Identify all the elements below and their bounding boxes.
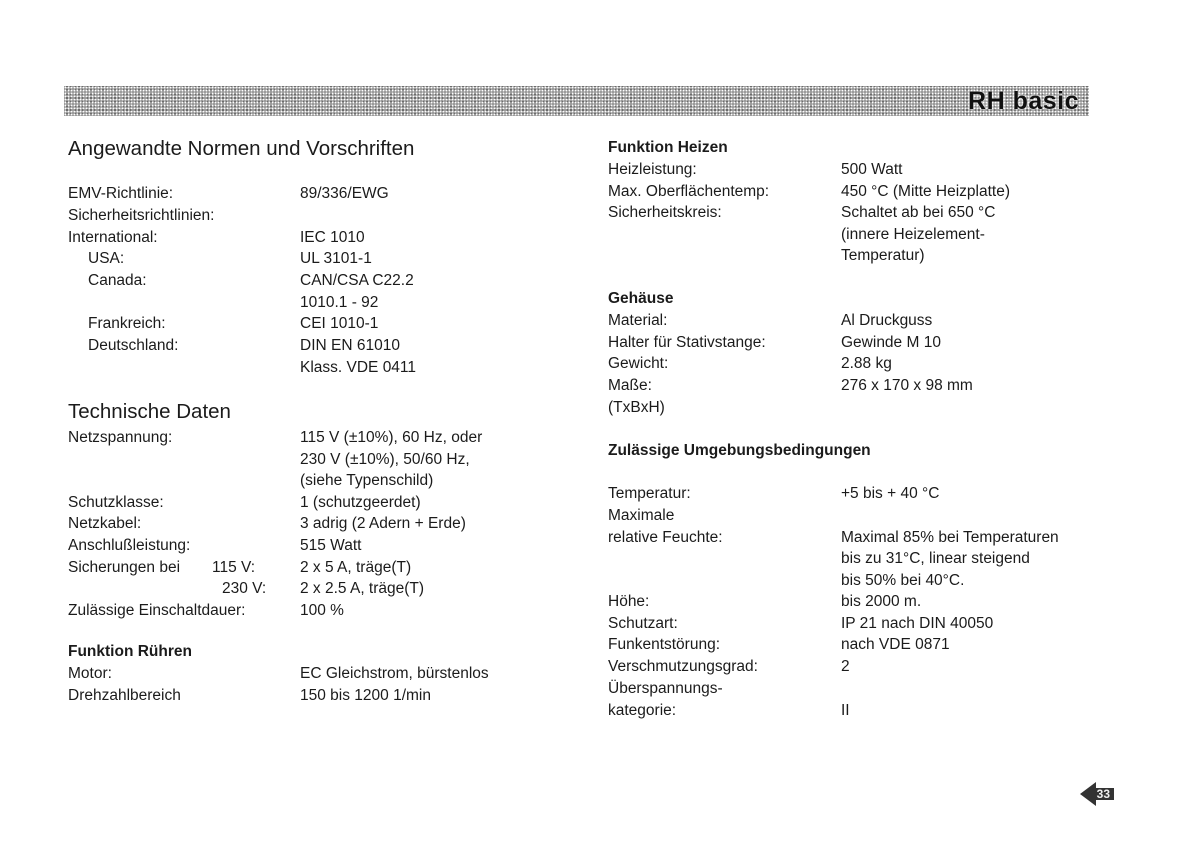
row-value: Temperatur) bbox=[841, 247, 925, 264]
header-banner bbox=[64, 86, 1089, 116]
row-value: Schaltet ab bei 650 °C bbox=[841, 204, 996, 221]
row-value: II bbox=[841, 702, 850, 719]
row-label: Überspannungs- bbox=[608, 680, 723, 697]
page-number-text: 33 bbox=[1096, 787, 1110, 801]
row-value: bis 50% bei 40°C. bbox=[841, 572, 965, 589]
row-label: Deutschland: bbox=[88, 337, 179, 354]
row-label: Anschlußleistung: bbox=[68, 537, 191, 554]
row-label: Schutzart: bbox=[608, 615, 678, 632]
row-value: 450 °C (Mitte Heizplatte) bbox=[841, 183, 1011, 200]
row-label: Heizleistung: bbox=[608, 161, 697, 178]
row-value: Al Druckguss bbox=[841, 312, 933, 329]
technical-title: Technische Daten bbox=[68, 400, 231, 423]
row-label: Sicherheitsrichtlinien: bbox=[68, 207, 215, 224]
stirring-title: Funktion Rühren bbox=[68, 643, 192, 660]
row-value: 150 bis 1200 1/min bbox=[300, 687, 431, 704]
row-value: 2.88 kg bbox=[841, 355, 892, 372]
fuse-voltage: 115 V: bbox=[212, 559, 256, 576]
row-label: EMV-Richtlinie: bbox=[68, 185, 174, 202]
row-value: 2 bbox=[841, 658, 850, 675]
row-label: relative Feuchte: bbox=[608, 529, 723, 546]
row-label: Schutzklasse: bbox=[68, 494, 164, 511]
row-value: bis zu 31°C, linear steigend bbox=[841, 550, 1030, 567]
row-label: Max. Oberflächentemp: bbox=[608, 183, 770, 200]
row-value: DIN EN 61010 bbox=[300, 337, 400, 354]
row-label: Motor: bbox=[68, 665, 112, 682]
row-value: EC Gleichstrom, bürstenlos bbox=[300, 665, 489, 682]
row-value: 230 V (±10%), 50/60 Hz, bbox=[300, 451, 470, 468]
row-label: USA: bbox=[88, 250, 125, 267]
row-label: Drehzahlbereich bbox=[68, 687, 181, 704]
row-value: 1010.1 - 92 bbox=[300, 294, 379, 311]
row-label: Netzkabel: bbox=[68, 515, 142, 532]
row-value: +5 bis + 40 °C bbox=[841, 485, 940, 502]
row-label: International: bbox=[68, 229, 158, 246]
row-value: 3 adrig (2 Adern + Erde) bbox=[300, 515, 466, 532]
row-label: Frankreich: bbox=[88, 315, 166, 332]
row-label: Maße: bbox=[608, 377, 652, 394]
row-label: Halter für Stativstange: bbox=[608, 334, 766, 351]
row-value: 276 x 170 x 98 mm bbox=[841, 377, 973, 394]
row-label: Canada: bbox=[88, 272, 147, 289]
row-value: CAN/CSA C22.2 bbox=[300, 272, 414, 289]
row-value: 115 V (±10%), 60 Hz, oder bbox=[300, 429, 483, 446]
row-label: Funkentstörung: bbox=[608, 636, 721, 653]
row-value: 100 % bbox=[300, 602, 344, 619]
row-value: 2 x 2.5 A, träge(T) bbox=[300, 580, 425, 597]
row-value: 515 Watt bbox=[300, 537, 362, 554]
row-value: (siehe Typenschild) bbox=[300, 472, 434, 489]
row-value: UL 3101-1 bbox=[300, 250, 372, 267]
row-value: bis 2000 m. bbox=[841, 593, 922, 610]
page-number bbox=[1080, 780, 1114, 808]
row-value: 500 Watt bbox=[841, 161, 903, 178]
row-label: Temperatur: bbox=[608, 485, 691, 502]
housing-title: Gehäuse bbox=[608, 290, 674, 307]
heating-title: Funktion Heizen bbox=[608, 139, 728, 156]
row-value: IP 21 nach DIN 40050 bbox=[841, 615, 994, 632]
row-label: Zulässige Einschaltdauer: bbox=[68, 602, 246, 619]
row-value: (innere Heizelement- bbox=[841, 226, 985, 243]
product-title: RH basic bbox=[968, 87, 1079, 115]
row-value: 2 x 5 A, träge(T) bbox=[300, 559, 412, 576]
row-label: Höhe: bbox=[608, 593, 650, 610]
row-value: Maximal 85% bei Temperaturen bbox=[841, 529, 1059, 546]
row-label: Sicherungen bei bbox=[68, 559, 181, 576]
fuse-voltage: 230 V: bbox=[222, 580, 267, 597]
row-value: CEI 1010-1 bbox=[300, 315, 379, 332]
row-value: Gewinde M 10 bbox=[841, 334, 941, 351]
row-value: IEC 1010 bbox=[300, 229, 365, 246]
row-label: Maximale bbox=[608, 507, 675, 524]
row-value: 1 (schutzgeerdet) bbox=[300, 494, 421, 511]
row-label: (TxBxH) bbox=[608, 399, 665, 416]
row-value: nach VDE 0871 bbox=[841, 636, 950, 653]
row-value: 89/336/EWG bbox=[300, 185, 389, 202]
row-label: Material: bbox=[608, 312, 668, 329]
row-label: Sicherheitskreis: bbox=[608, 204, 722, 221]
standards-title: Angewandte Normen und Vorschriften bbox=[68, 137, 415, 160]
row-label: Gewicht: bbox=[608, 355, 669, 372]
row-label: kategorie: bbox=[608, 702, 677, 719]
environment-title: Zulässige Umgebungsbedingungen bbox=[608, 442, 871, 459]
row-value: Klass. VDE 0411 bbox=[300, 359, 417, 376]
row-label: Verschmutzungsgrad: bbox=[608, 658, 758, 675]
row-label: Netzspannung: bbox=[68, 429, 173, 446]
